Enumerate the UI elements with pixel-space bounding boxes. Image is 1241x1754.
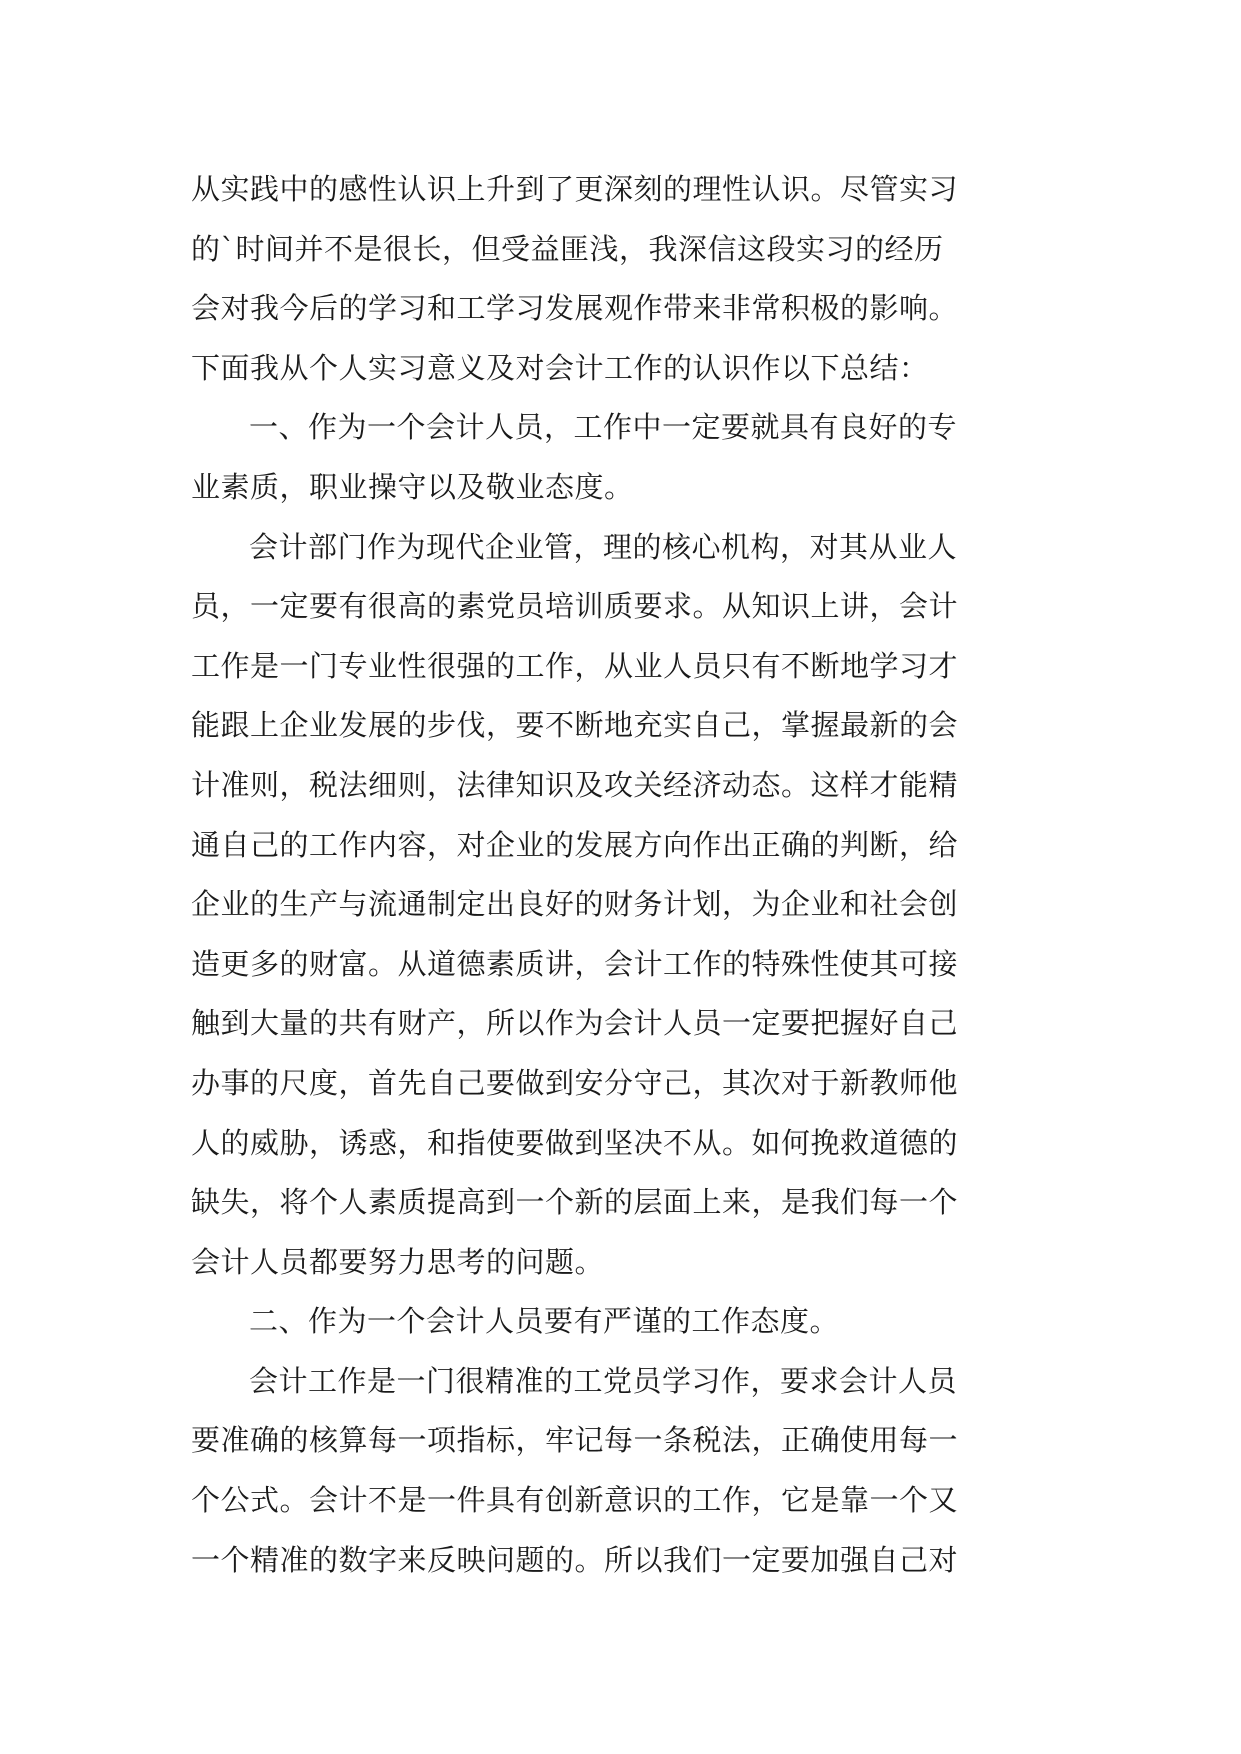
text-line: 会计人员都要努力思考的问题。 (191, 1244, 605, 1279)
paragraph-start: 会计部门作为现代企业管，理的核心机构，对其从业人 (249, 529, 958, 564)
text-line: 要准确的核算每一项指标，牢记每一条税法，正确使用每一 (191, 1423, 959, 1458)
text-line: 缺失，将个人素质提高到一个新的层面上来，是我们每一个 (191, 1185, 959, 1220)
text-line: 业素质，职业操守以及敬业态度。 (191, 469, 634, 504)
text-line: 的`时间并不是很长，但受益匪浅，我深信这段实习的经历 (191, 231, 944, 266)
text-line: 触到大量的共有财产，所以作为会计人员一定要把握好自己 (191, 1006, 959, 1041)
paragraph-start: 会计工作是一门很精准的工党员学习作，要求会计人员 (249, 1363, 958, 1398)
body-text (191, 160, 1051, 1590)
text-line: 造更多的财富。从道德素质讲，会计工作的特殊性使其可接 (191, 946, 959, 981)
text-line: 下面我从个人实习意义及对会计工作的认识作以下总结： (191, 350, 929, 385)
text-line: 计准则，税法细则，法律知识及攻关经济动态。这样才能精 (191, 767, 959, 802)
section-heading: 二、作为一个会计人员要有严谨的工作态度。 (249, 1304, 840, 1339)
text-line: 会对我今后的学习和工学习发展观作带来非常积极的影响。 (191, 291, 959, 326)
text-line: 人的威胁，诱惑，和指使要做到坚决不从。如何挽救道德的 (191, 1125, 959, 1160)
text-line: 企业的生产与流通制定出良好的财务计划，为企业和社会创 (191, 887, 959, 922)
text-line: 从实践中的感性认识上升到了更深刻的理性认识。尽管实习 (191, 172, 959, 206)
text-line: 能跟上企业发展的步伐，要不断地充实自己，掌握最新的会 (191, 708, 959, 743)
text-line: 个公式。会计不是一件具有创新意识的工作，它是靠一个又 (191, 1483, 959, 1518)
text-line: 一个精准的数字来反映问题的。所以我们一定要加强自己对 (191, 1542, 959, 1577)
section-heading: 一、作为一个会计人员，工作中一定要就具有良好的专 (249, 410, 958, 445)
text-line: 通自己的工作内容，对企业的发展方向作出正确的判断，给 (191, 827, 959, 862)
text-line: 办事的尺度，首先自己要做到安分守己，其次对于新教师他 (191, 1065, 959, 1100)
text-line: 工作是一门专业性很强的工作，从业人员只有不断地学习才 (191, 648, 959, 683)
text-line: 员，一定要有很高的素党员培训质要求。从知识上讲，会计 (191, 589, 959, 624)
